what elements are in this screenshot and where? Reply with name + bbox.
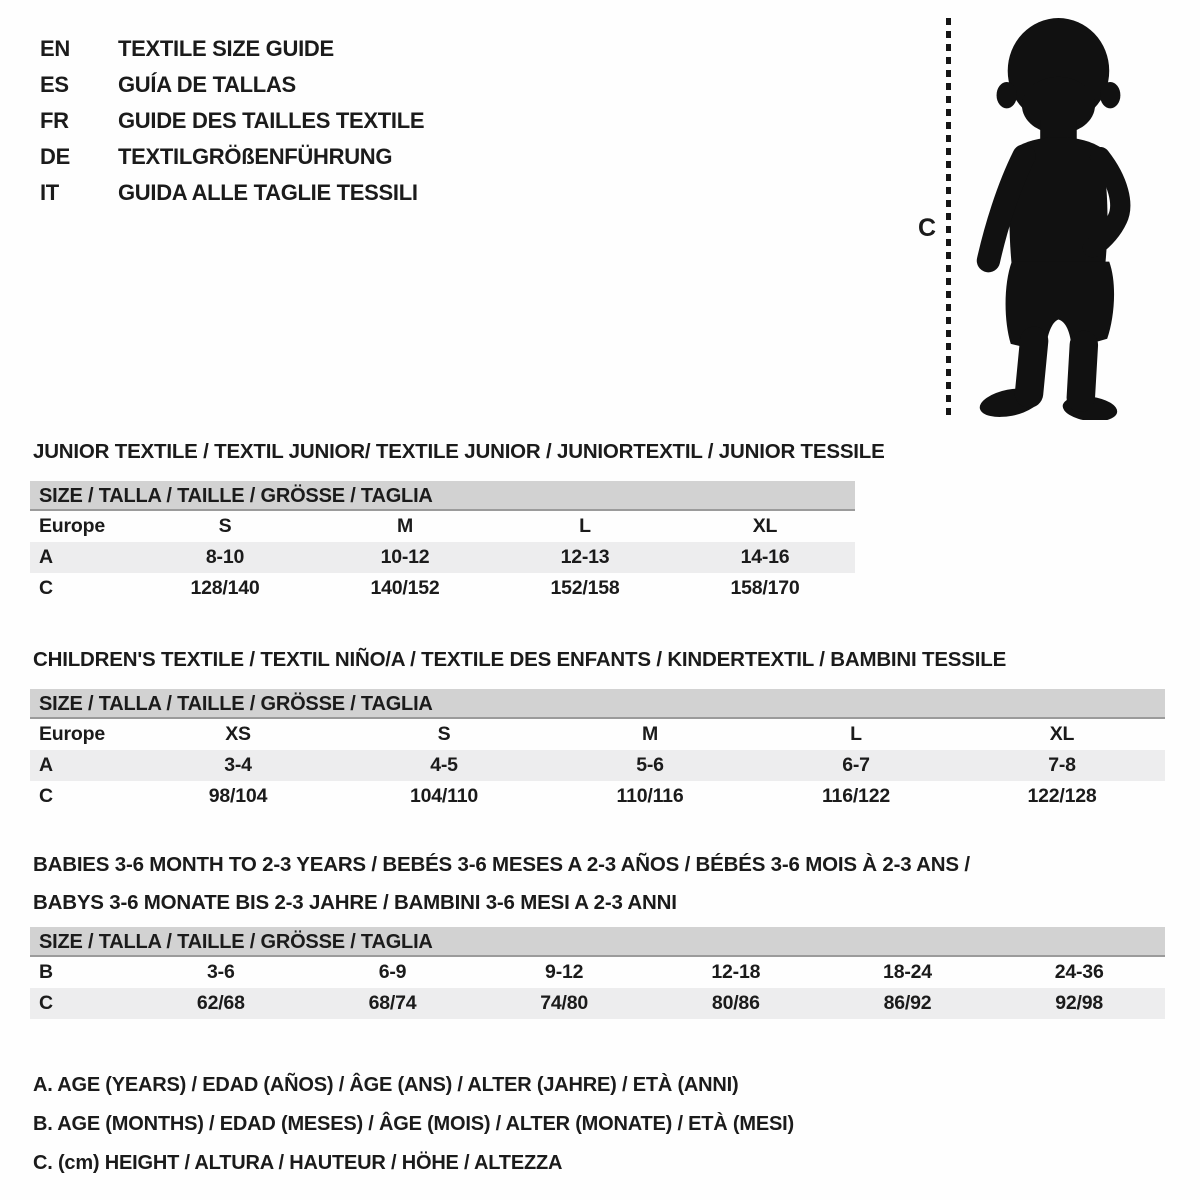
section-title — [33, 433, 893, 471]
table-cell: 24-36 — [1054, 961, 1104, 983]
table-cell: 152/158 — [550, 577, 620, 599]
language-code-label: EN — [40, 36, 70, 61]
table-cell: 116/122 — [821, 785, 890, 807]
table-cell: L — [579, 515, 591, 537]
table-cell: 104/110 — [409, 785, 478, 807]
language-row — [40, 175, 424, 211]
height-measure-label: C — [918, 214, 937, 242]
table-row — [30, 781, 1165, 812]
table-cell: 5-6 — [636, 754, 664, 776]
legend-line: B. AGE (MONTHS) / EDAD (MESES) / ÂGE (MOIS) / ALTER (MONATE) / ETÀ (MESI) — [33, 1113, 794, 1135]
size-table — [30, 481, 855, 604]
table-cell: M — [396, 515, 414, 537]
language-row — [40, 139, 424, 175]
size-section — [33, 846, 1178, 1019]
size-section — [33, 641, 1178, 812]
table-cell: S — [218, 515, 232, 537]
row-label: C — [39, 577, 53, 599]
table-cell: 110/116 — [616, 785, 684, 807]
language-guide-title: GUIDA ALLE TAGLIE TESSILI — [118, 180, 418, 205]
language-row — [40, 67, 424, 103]
section-title-line: BABIES 3-6 MONTH TO 2-3 YEARS / BEBÉS 3-6 MESES A 2-3 AÑOS / BÉBÉS 3-6 MOIS À 2-3 ANS / — [33, 853, 970, 876]
table-cell: 62/68 — [196, 992, 245, 1014]
table-cell: 6-7 — [842, 754, 870, 776]
language-title-list — [40, 31, 424, 211]
height-dashed-line — [946, 18, 951, 416]
table-cell: 12-13 — [560, 546, 610, 568]
table-row — [30, 511, 855, 542]
section-title — [33, 846, 1178, 922]
size-section — [33, 433, 893, 604]
language-guide-title: GUÍA DE TALLAS — [118, 72, 296, 97]
table-row — [30, 542, 855, 573]
legend-line: A. AGE (YEARS) / EDAD (AÑOS) / ÂGE (ANS) / ALTER (JAHRE) / ETÀ (ANNI) — [33, 1074, 739, 1096]
language-code-label: ES — [40, 72, 69, 97]
size-table-header: SIZE / TALLA / TAILLE / GRÖSSE / TAGLIA — [30, 927, 1165, 957]
table-cell: 18-24 — [883, 961, 932, 983]
table-cell: 3-6 — [207, 961, 235, 983]
table-cell: L — [850, 723, 862, 745]
language-guide-title: TEXTILE SIZE GUIDE — [118, 36, 334, 61]
table-cell: 158/170 — [730, 577, 800, 599]
section-title-line: BABYS 3-6 MONATE BIS 2-3 JAHRE / BAMBINI 3-6 MESI A 2-3 ANNI — [33, 891, 677, 914]
row-label: A — [39, 546, 53, 568]
size-table-header: SIZE / TALLA / TAILLE / GRÖSSE / TAGLIA — [30, 481, 855, 511]
table-row — [30, 719, 1165, 750]
table-cell: 128/140 — [190, 577, 260, 599]
table-cell: 7-8 — [1048, 754, 1076, 776]
table-cell: XS — [225, 723, 251, 745]
table-cell: 9-12 — [545, 961, 584, 983]
legend-line: C. (cm) HEIGHT / ALTURA / HAUTEUR / HÖHE / ALTEZZA — [33, 1152, 563, 1174]
legend — [33, 1066, 794, 1183]
row-label: C — [39, 992, 53, 1014]
table-cell: S — [437, 723, 451, 745]
table-cell: 122/128 — [1027, 785, 1097, 807]
table-cell: 8-10 — [205, 546, 245, 568]
language-code-label: DE — [40, 144, 70, 169]
section-title-line: JUNIOR TEXTILE / TEXTIL JUNIOR/ TEXTILE JUNIOR / JUNIORTEXTIL / JUNIOR TESSILE — [33, 440, 885, 463]
language-guide-title: TEXTILGRÖßENFÜHRUNG — [118, 144, 393, 169]
row-label: C — [39, 785, 53, 807]
size-table — [30, 689, 1165, 812]
language-code-label: FR — [40, 108, 69, 133]
table-cell: 3-4 — [224, 754, 252, 776]
row-label: B — [39, 961, 53, 983]
size-table — [30, 927, 1165, 1019]
table-cell: 80/86 — [711, 992, 760, 1014]
section-title-line: CHILDREN'S TEXTILE / TEXTIL NIÑO/A / TEXTILE DES ENFANTS / KINDERTEXTIL / BAMBINI TESSILE — [33, 648, 1007, 671]
size-table-header: SIZE / TALLA / TAILLE / GRÖSSE / TAGLIA — [30, 689, 1165, 719]
table-row — [30, 957, 1165, 988]
table-cell: XL — [752, 515, 778, 537]
language-code-label: IT — [40, 180, 59, 205]
language-row — [40, 103, 424, 139]
table-cell: 74/80 — [540, 992, 589, 1014]
row-label: A — [39, 754, 53, 776]
language-row — [40, 31, 424, 67]
section-title — [33, 641, 1178, 679]
table-cell: 6-9 — [378, 961, 407, 983]
table-row — [30, 573, 855, 604]
toddler-silhouette-icon — [958, 14, 1163, 420]
table-cell: XL — [1049, 723, 1075, 745]
language-guide-title: GUIDE DES TAILLES TEXTILE — [118, 108, 425, 133]
row-label: Europe — [39, 515, 105, 537]
table-cell: 4-5 — [430, 754, 458, 776]
table-row — [30, 988, 1165, 1019]
table-cell: 10-12 — [380, 546, 430, 568]
table-cell: M — [641, 723, 659, 745]
row-label: Europe — [39, 723, 105, 745]
table-cell: 98/104 — [208, 785, 268, 807]
table-cell: 12-18 — [711, 961, 761, 983]
table-cell: 140/152 — [370, 577, 440, 599]
table-cell: 14-16 — [740, 546, 790, 568]
table-row — [30, 750, 1165, 781]
table-cell: 68/74 — [368, 992, 417, 1014]
table-cell: 86/92 — [883, 992, 932, 1014]
table-cell: 92/98 — [1055, 992, 1104, 1014]
